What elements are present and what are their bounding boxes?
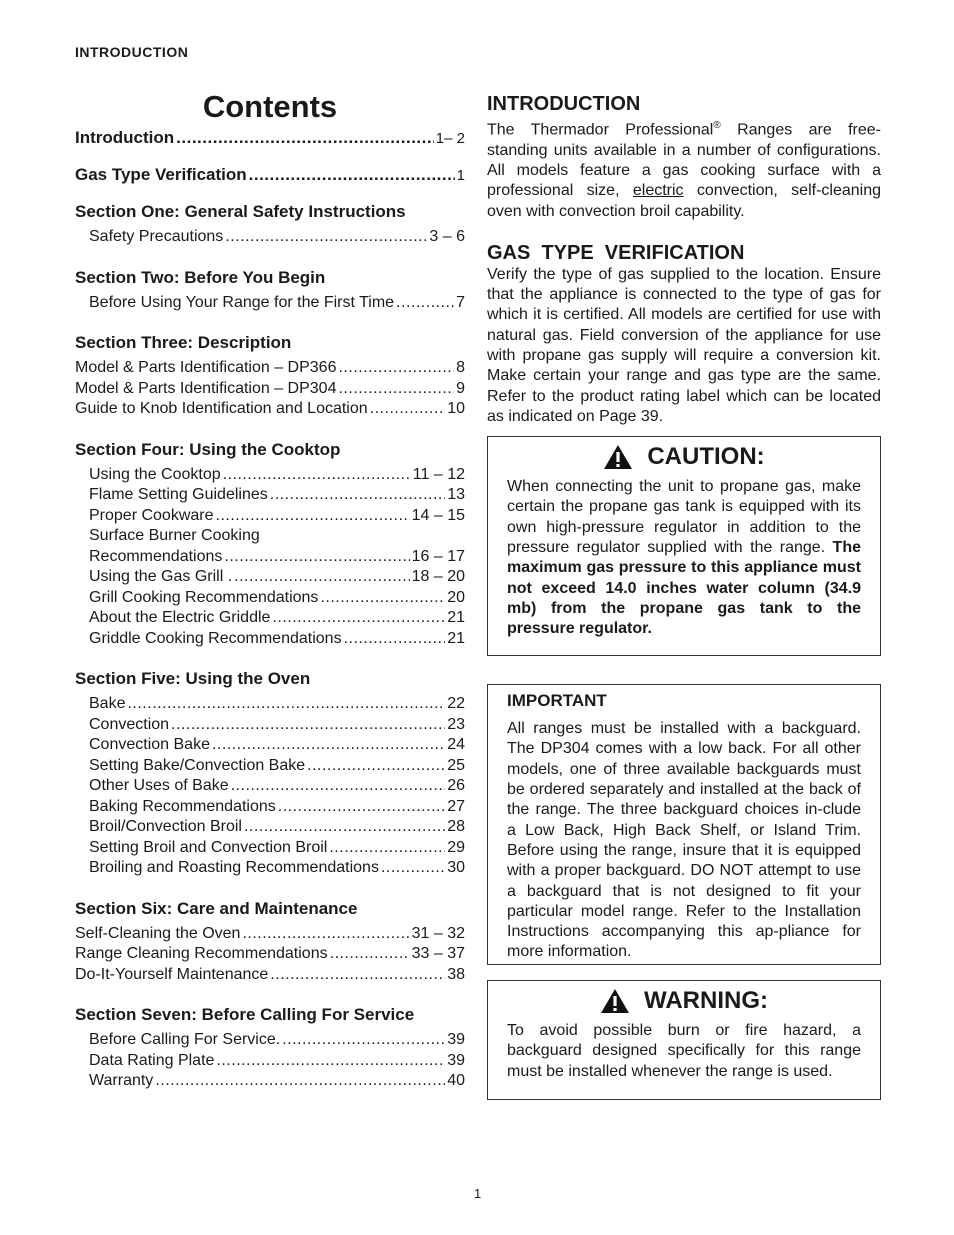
toc-section-title: Section Three: Description [75, 333, 292, 352]
toc-leader-dots [155, 1071, 445, 1092]
toc-entry-label: Broiling and Roasting Recommendations [89, 859, 379, 876]
toc-section-title: Section Six: Care and Maintenance [75, 898, 358, 918]
warning-triangle-icon [603, 444, 633, 470]
toc-entry-label: Guide to Knob Identification and Location [75, 400, 368, 417]
toc-entry-page: 23 [447, 715, 465, 733]
toc-leader-dots [370, 399, 446, 420]
toc-entry [75, 227, 465, 248]
toc-leader-dots [344, 629, 446, 650]
toc-entry-page: 39 [447, 1051, 465, 1069]
toc-entry-page: 24 [447, 736, 465, 753]
toc-entry-page: 16 – 17 [411, 547, 465, 565]
toc-leader-dots [171, 715, 445, 736]
toc-leader-dots [282, 1030, 445, 1051]
toc-section [75, 332, 465, 420]
table-of-contents [75, 88, 465, 1111]
toc-leader-dots [231, 776, 446, 797]
toc-leader-dots [272, 608, 445, 629]
intro-text-b: Ranges are free-standing units available in a number of configurations. All models feature a gas cooking surface with a professional size, [487, 121, 881, 200]
toc-entry-label: Grill Cooking Recommendations [89, 588, 319, 606]
toc-entry [75, 715, 465, 736]
toc-entry [75, 379, 465, 400]
toc-leader-dots [244, 817, 445, 838]
toc-section [75, 1004, 465, 1092]
toc-entry-page: 18 – 20 [411, 568, 465, 585]
toc-entry [75, 399, 465, 420]
toc-entry-label: Model & Parts Identification – DP304 [75, 379, 337, 397]
toc-leader-dots [224, 547, 409, 568]
important-title: IMPORTANT [507, 691, 607, 711]
caution-text-bold: The maximum gas pressure to this appliance must not exceed 14.0 inches water column (34.9 mb) from the propane gas tank to the pressure regulator. [507, 539, 861, 638]
caution-text-plain: When connecting the unit to propane gas, make certain the propane gas tank is equipped with its own high-pressure regulator in addition to the pressure regulator supplied with the range. [507, 478, 861, 557]
toc-section-title: Section Four: Using the Cooktop [75, 439, 341, 459]
toc-entry [75, 776, 465, 797]
gas-type-section [487, 241, 881, 427]
toc-entry-label: Self-Cleaning the Oven [75, 924, 241, 942]
toc-entry-page: 33 – 37 [411, 945, 465, 962]
toc-entry-label: Convection Bake [89, 736, 210, 753]
toc-section-title: Section Seven: Before Calling For Service [75, 1005, 415, 1024]
toc-entry [75, 465, 465, 486]
toc-leader-dots [127, 694, 445, 715]
gas-type-heading: GAS TYPE VERIFICATION [487, 241, 745, 264]
important-text: All ranges must be installed with a backguard. The DP304 comes with a low back. For all other models, one of three available backguards must be ordered separately and installed at the back of the range. The three backguard choices in-clude a Low Back, High Back Shelf, or Island Trim. Before using the range, insure that it is equipped with a proper backguard. DO NOT attempt to use a backguard that is not designed to fit your particular model range. Refer to the Installation Instructions accompanying this ap-pliance for more information. [507, 720, 861, 961]
toc-entry [75, 567, 465, 588]
toc-entry-label: About the Electric Griddle [89, 609, 271, 626]
toc-entry [75, 1071, 465, 1092]
toc-leader-dots [329, 838, 445, 859]
right-column [487, 92, 881, 1100]
toc-entry-page: 13 [447, 486, 465, 503]
toc-entry-label: Do-It-Yourself Maintenance [75, 965, 269, 983]
warning-triangle-icon [600, 988, 630, 1014]
warning-box [487, 980, 881, 1100]
toc-entry-page: 26 [447, 777, 465, 794]
toc-entry-page: 29 [447, 838, 465, 856]
toc-section-title: Section One: General Safety Instructions [75, 202, 406, 221]
toc-entry-page: 25 [447, 756, 465, 774]
toc-entry-label: Recommendations [89, 547, 223, 565]
toc-section [75, 201, 465, 248]
toc-entry [75, 608, 465, 629]
running-header: INTRODUCTION [75, 44, 189, 60]
toc-entry-label: Before Calling For Service. [89, 1031, 281, 1048]
toc-leader-dots [330, 944, 410, 965]
toc-entry-label: Griddle Cooking Recommendations [89, 629, 342, 647]
toc-entry [75, 694, 465, 715]
caution-header [507, 443, 861, 471]
toc-entry [75, 1030, 465, 1051]
warning-text: To avoid possible burn or fire hazard, a backguard designed specifically for this range must be installed whenever the range is used. [507, 1022, 861, 1080]
toc-section-title: Section Five: Using the Oven [75, 669, 311, 688]
toc-entry-page: 31 – 32 [411, 924, 465, 942]
toc-entry-label: Range Cleaning Recommendations [75, 945, 328, 962]
warning-header [507, 987, 861, 1015]
caution-title: CAUTION: [647, 443, 765, 471]
toc-entry-label: Model & Parts Identification – DP366 [75, 359, 337, 376]
gas-type-text: Verify the type of gas supplied to the location. Ensure that the appliance is connected to the type of gas for which it is certified. All models are certified for use with natural gas. Field conversion of the appliance for use with propane gas supply will require a conversion kit. Make certain your range and gas type are the same. Refer to the product rating label which can be located as indicated on Page 39. [487, 265, 881, 425]
toc-entry-page: 30 [447, 859, 465, 876]
toc-entry [75, 1051, 465, 1072]
toc-entry [75, 797, 465, 818]
toc-entry-page: 38 [447, 965, 465, 983]
toc-entry [75, 506, 465, 527]
toc-entry-label: Using the Cooktop [89, 465, 221, 483]
introduction-text [487, 116, 881, 222]
toc-leader-dots [270, 485, 445, 506]
toc-entry-page: 11 – 12 [412, 465, 465, 483]
toc-entry-page: 27 [447, 797, 465, 815]
toc-leader-dots [223, 465, 411, 486]
toc-entry-page: 7 [456, 293, 465, 311]
toc-entry-label: Warranty [89, 1072, 154, 1089]
toc-entry [75, 965, 465, 986]
toc-entry-label: Before Using Your Range for the First Time [89, 293, 395, 311]
toc-leader-dots [338, 358, 454, 379]
toc-leader-dots [242, 924, 409, 945]
toc-entry-label: Bake [89, 695, 126, 712]
toc-entry [75, 735, 465, 756]
toc-entry [75, 547, 465, 568]
toc-entry-label: Convection [89, 715, 170, 733]
toc-section [75, 668, 465, 879]
toc-entry-label: Setting Bake/Convection Bake [89, 756, 306, 774]
page-number: 1 [474, 1186, 482, 1201]
toc-leader-dots [307, 756, 445, 777]
toc-entry-page: 40 [447, 1072, 465, 1089]
toc-entry-label: Other Uses of Bake [89, 777, 229, 794]
warning-title: WARNING: [644, 987, 768, 1015]
toc-leader-dots [216, 506, 410, 527]
intro-underlined-word: electric [632, 182, 684, 200]
intro-text-c: convection, self-cleaning oven with convection broil capability. [487, 182, 881, 220]
toc-entry [75, 485, 465, 506]
intro-text-a: The Thermador Professional [487, 121, 714, 139]
caution-text [507, 477, 861, 639]
toc-entry-label: Flame Setting Guidelines [89, 486, 268, 503]
toc-entry-page: 21 [447, 629, 465, 647]
toc-entry-label: Safety Precautions [89, 228, 224, 245]
toc-leader-dots [320, 588, 445, 609]
toc-entry [75, 858, 465, 879]
toc-entry-page: 1 [456, 166, 465, 184]
toc-leader-dots [176, 128, 434, 149]
toc-section-title: Section Two: Before You Begin [75, 267, 326, 287]
toc-entry [75, 944, 465, 965]
toc-leader-dots [396, 293, 454, 314]
toc-entry [75, 293, 465, 314]
toc-entry-label: Setting Broil and Convection Broil [89, 838, 328, 856]
toc-entry-page: 39 [447, 1031, 465, 1048]
important-box [487, 684, 881, 965]
toc-leader-dots [212, 735, 445, 756]
toc-entry-label: Broil/Convection Broil [89, 818, 242, 835]
toc-entry-label: Introduction [75, 128, 175, 147]
toc-entry-page: 22 [447, 695, 465, 712]
toc-entry-page: 14 – 15 [411, 506, 465, 524]
toc-main-entry [75, 165, 465, 187]
toc-sections [75, 201, 465, 1092]
introduction-section [487, 92, 881, 222]
toc-entry-label: Surface Burner Cooking [89, 527, 260, 544]
toc-entry-page: 21 [447, 609, 465, 626]
toc-main-entry [75, 128, 465, 150]
toc-entry-page: 1– 2 [435, 130, 465, 147]
toc-section [75, 267, 465, 314]
toc-entry-page: 3 – 6 [429, 228, 465, 245]
toc-entry-label: Data Rating Plate [89, 1051, 215, 1069]
toc-entry [75, 838, 465, 859]
toc-leader-dots [216, 1051, 445, 1072]
toc-entry-label: Baking Recommendations [89, 797, 276, 815]
toc-entry-label: Proper Cookware [89, 506, 214, 524]
registered-mark: ® [713, 120, 721, 131]
toc-leader-dots [270, 965, 445, 986]
toc-main-entries [75, 128, 465, 186]
toc-entry-page: 10 [447, 400, 465, 417]
toc-leader-dots [234, 567, 409, 588]
toc-entry [75, 526, 465, 547]
toc-leader-dots [225, 227, 427, 248]
toc-leader-dots [249, 165, 455, 186]
toc-entry [75, 358, 465, 379]
toc-entry-label: Gas Type Verification [75, 164, 247, 184]
toc-entry-page: 28 [447, 818, 465, 835]
toc-leader-dots [278, 797, 445, 818]
caution-box [487, 436, 881, 656]
toc-entry [75, 756, 465, 777]
toc-entry-page: 20 [447, 588, 465, 606]
toc-entry [75, 588, 465, 609]
toc-section [75, 439, 465, 650]
toc-section [75, 898, 465, 986]
toc-entry [75, 924, 465, 945]
toc-leader-dots [338, 379, 454, 400]
introduction-heading: INTRODUCTION [487, 93, 641, 115]
toc-title: Contents [202, 89, 338, 124]
toc-entry-label: Using the Gas Grill . [89, 568, 233, 585]
toc-entry-page: 8 [456, 359, 465, 376]
toc-entry-page: 9 [456, 379, 465, 397]
toc-entry [75, 629, 465, 650]
toc-leader-dots [381, 858, 445, 879]
toc-entry [75, 817, 465, 838]
